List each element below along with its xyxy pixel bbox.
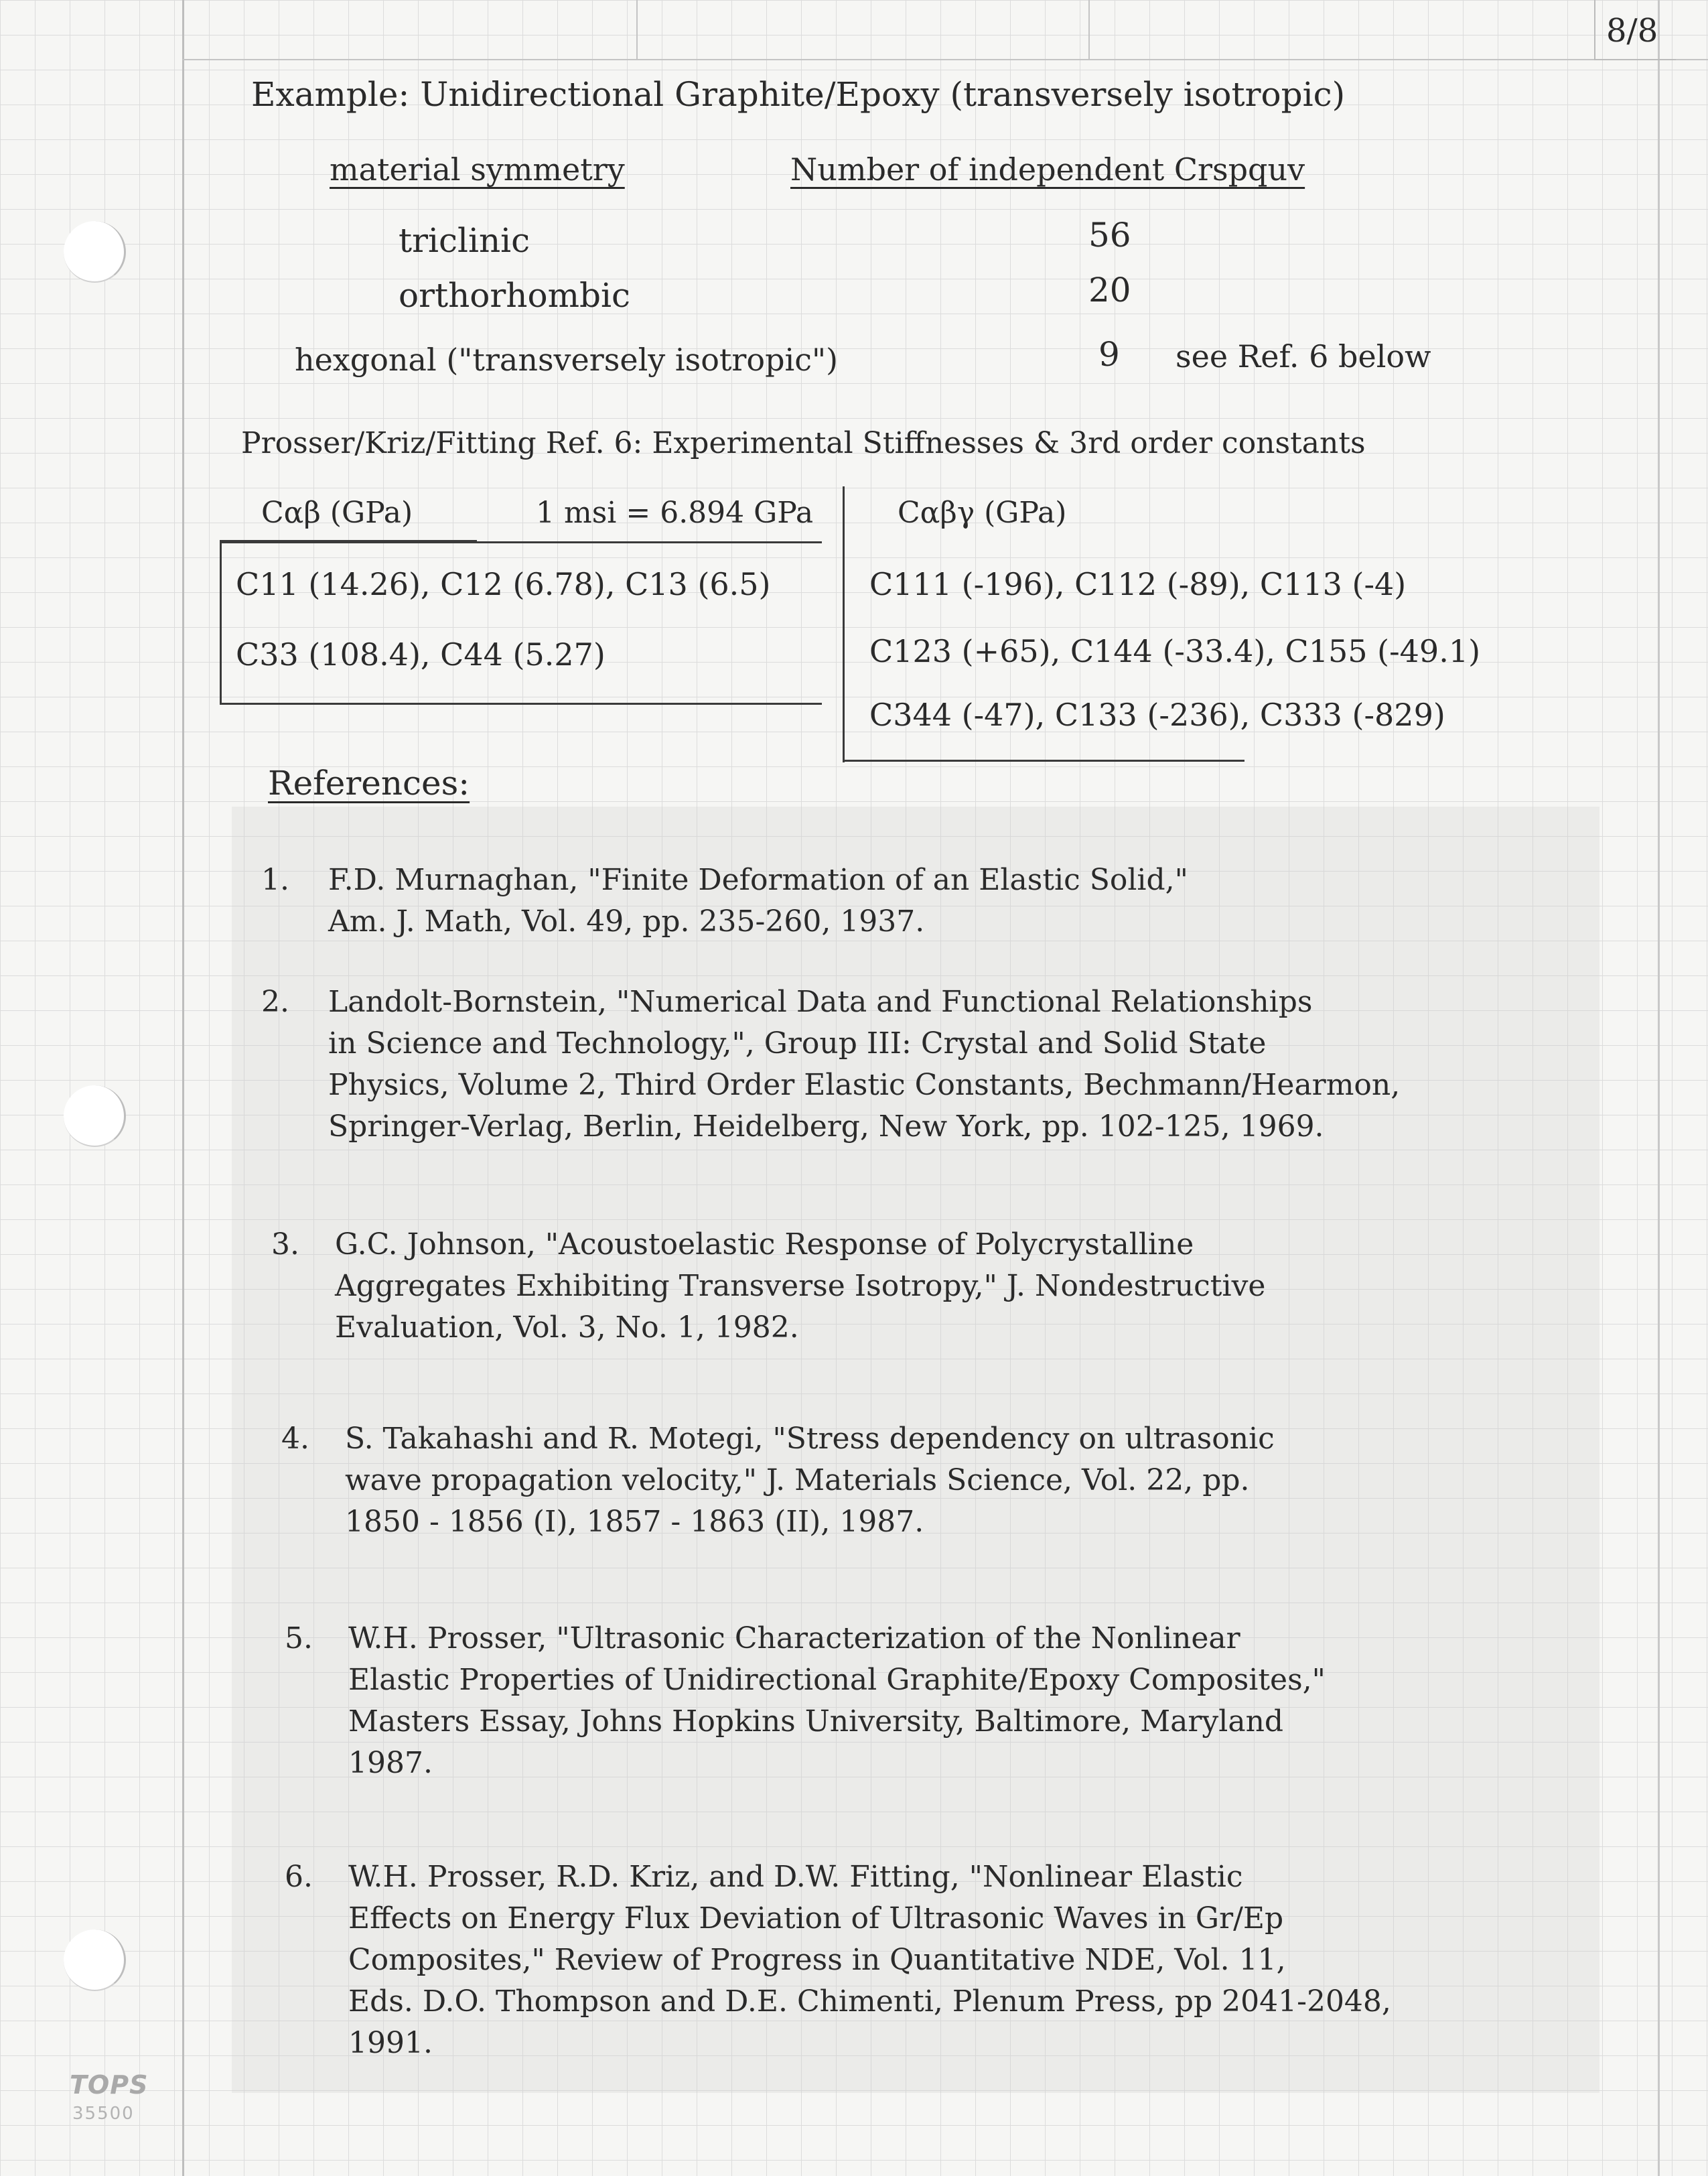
- reference-number: 2.: [261, 985, 289, 1019]
- reference-line: 1987.: [348, 1746, 433, 1780]
- right-margin-line: [1658, 0, 1660, 2176]
- header-divider: [636, 0, 638, 59]
- symmetry-hexgonal: hexgonal ("transversely isotropic"): [295, 342, 839, 378]
- constants-title: Prosser/Kriz/Fitting Ref. 6: Experimental Stiffnesses & 3rd order constants: [241, 426, 1366, 460]
- binder-hole: [64, 1929, 126, 1991]
- references-heading: References:: [268, 764, 470, 803]
- count-column-header: Number of independent Crspquv: [790, 151, 1305, 188]
- header-rule: [182, 59, 1708, 60]
- reference-line: Masters Essay, Johns Hopkins University, Baltimore, Maryland: [348, 1704, 1284, 1739]
- third-order-line: C111 (-196), C112 (-89), C113 (-4): [869, 566, 1407, 602]
- reference-line: Landolt-Bornstein, "Numerical Data and Functional Relationships: [328, 985, 1313, 1019]
- reference-line: W.H. Prosser, "Ultrasonic Characterization of the Nonlinear: [348, 1621, 1240, 1655]
- second-order-line: C33 (108.4), C44 (5.27): [236, 636, 606, 673]
- symmetry-triclinic: triclinic: [399, 221, 530, 260]
- count-triclinic: 56: [1088, 216, 1131, 255]
- reference-line: Evaluation, Vol. 3, No. 1, 1982.: [335, 1310, 799, 1345]
- hexgonal-note: see Ref. 6 below: [1176, 338, 1431, 375]
- product-code: 35500: [72, 2104, 135, 2124]
- reference-line: Eds. D.O. Thompson and D.E. Chimenti, Plenum Press, pp 2041-2048,: [348, 1984, 1391, 2019]
- reference-line: Effects on Energy Flux Deviation of Ultrasonic Waves in Gr/Ep: [348, 1901, 1284, 1935]
- count-hexgonal: 9: [1098, 335, 1120, 374]
- reference-number: 1.: [261, 863, 289, 897]
- reference-line: wave propagation velocity," J. Materials Science, Vol. 22, pp.: [345, 1463, 1250, 1497]
- reference-number: 4.: [281, 1422, 309, 1456]
- margin-line: [182, 0, 184, 2176]
- example-heading: Example: Unidirectional Graphite/Epoxy (transversely isotropic): [251, 75, 1346, 114]
- reference-number: 3.: [271, 1227, 299, 1262]
- reference-line: Composites," Review of Progress in Quantitative NDE, Vol. 11,: [348, 1943, 1286, 1977]
- reference-line: Elastic Properties of Unidirectional Graphite/Epoxy Composites,": [348, 1663, 1326, 1697]
- reference-line: Springer-Verlag, Berlin, Heidelberg, New York, pp. 102-125, 1969.: [328, 1109, 1324, 1144]
- reference-line: 1850 - 1856 (I), 1857 - 1863 (II), 1987.: [345, 1505, 924, 1539]
- reference-line: Am. J. Math, Vol. 49, pp. 235-260, 1937.: [328, 904, 925, 939]
- second-order-line: C11 (14.26), C12 (6.78), C13 (6.5): [236, 566, 771, 602]
- tops-logo: TOPS: [70, 2070, 149, 2100]
- third-order-line: C123 (+65), C144 (-33.4), C155 (-49.1): [869, 633, 1481, 669]
- unit-conversion: 1 msi = 6.894 GPa: [536, 496, 814, 530]
- table-divider: [843, 486, 845, 762]
- symmetry-column-header: material symmetry: [330, 151, 625, 188]
- count-orthorhombic: 20: [1088, 271, 1131, 310]
- reference-line: Physics, Volume 2, Third Order Elastic Constants, Bechmann/Hearmon,: [328, 1068, 1401, 1102]
- second-order-header: Cαβ (GPa): [261, 496, 413, 530]
- reference-line: S. Takahashi and R. Motegi, "Stress dependency on ultrasonic: [345, 1422, 1275, 1456]
- third-order-line: C344 (-47), C133 (-236), C333 (-829): [869, 697, 1445, 733]
- reference-line: 1991.: [348, 2026, 433, 2060]
- reference-number: 6.: [285, 1860, 313, 1894]
- reference-line: in Science and Technology,", Group III: Crystal and Solid State: [328, 1026, 1267, 1061]
- header-divider: [1088, 0, 1090, 59]
- reference-line: Aggregates Exhibiting Transverse Isotropy," J. Nondestructive: [335, 1269, 1266, 1303]
- reference-line: W.H. Prosser, R.D. Kriz, and D.W. Fitting, "Nonlinear Elastic: [348, 1860, 1243, 1894]
- binder-hole: [64, 1085, 126, 1147]
- third-order-header: Cαβγ (GPa): [898, 496, 1067, 530]
- reference-line: F.D. Murnaghan, "Finite Deformation of an Elastic Solid,": [328, 863, 1188, 897]
- reference-line: G.C. Johnson, "Acoustoelastic Response of Polycrystalline: [335, 1227, 1194, 1262]
- third-order-underline: [843, 760, 1244, 762]
- symmetry-orthorhombic: orthorhombic: [399, 276, 631, 315]
- binder-hole: [64, 221, 126, 283]
- page-number: 8/8: [1606, 12, 1658, 50]
- reference-number: 5.: [285, 1621, 313, 1655]
